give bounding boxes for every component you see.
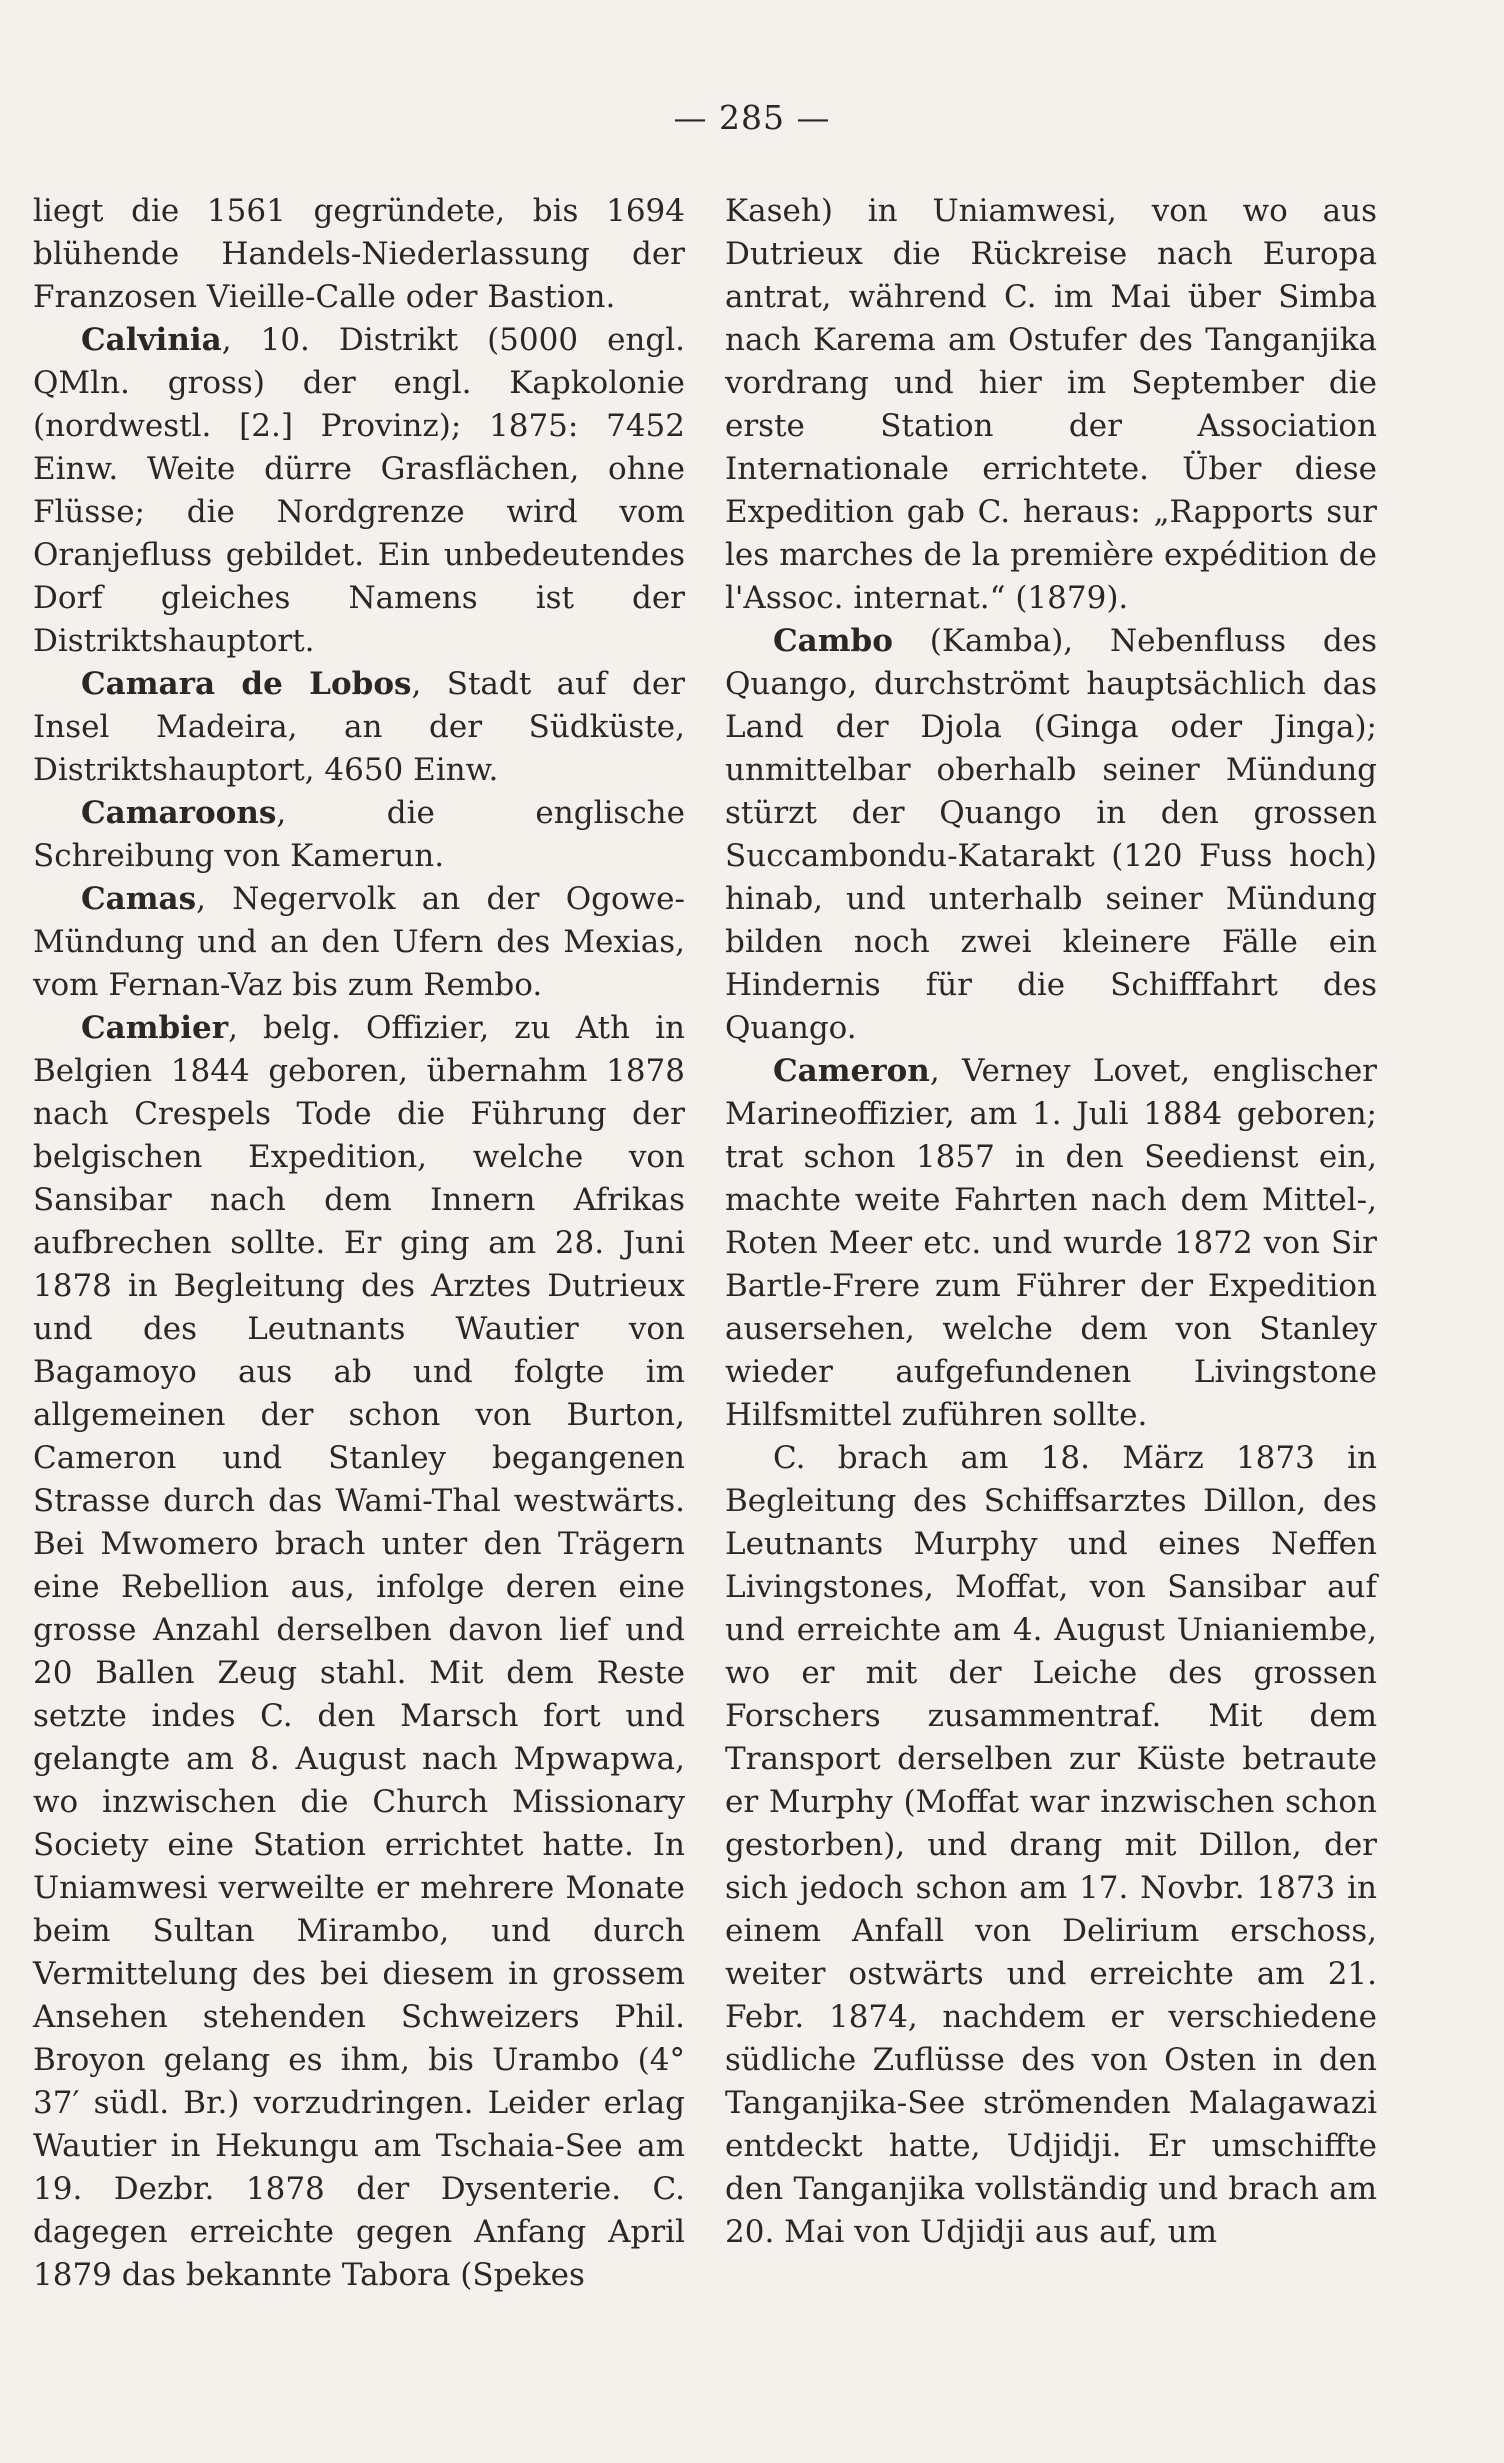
entry-headword: Calvinia [81,322,222,358]
page-number: — 285 — [673,98,831,137]
entry-cambier [33,1007,685,2297]
entry-camaroons [33,792,685,878]
entry-headword: Camaroons [81,795,277,831]
right-column [725,190,1377,2254]
entry-text: , die englische Schreibung von Kamerun. [33,795,685,874]
entry-cameron [725,1050,1377,1437]
entry-camara-de-lobos [33,663,685,792]
entry-text: C. brach am 18. März 1873 in Begleitung des Schiffsarztes Dillon, des Leutnants Murphy und eines Neffen Livingstones, Moffat, von Sansibar auf und erreichte am 4. August Unianiembe, wo er mit der Leiche des grossen Forschers zusammentraf. Mit dem Transport derselben zur Küste betraute er Murphy (Moffat war inzwischen schon gestorben), und drang mit Dillon, der sich jedoch schon am 17. Novbr. 1873 in einem Anfall von Delirium erschoss, weiter ostwärts und erreichte am 21. Febr. 1874, nachdem er verschiedene südliche Zuflüsse des von Osten in den Tanganjika-See strömenden Malagawazi entdeckt hatte, Udjidji. Er umschiffte den Tanganjika vollständig und brach am 20. Mai von Udjidji aus auf, um [725,1440,1377,2250]
entry-cameron-continued [725,1437,1377,2254]
entry-text: , Verney Lovet, englischer Marineoffizier, am 1. Juli 1884 geboren; trat schon 1857 in den Seedienst ein, machte weite Fahrten nach dem Mittel-, Roten Meer etc. und wurde 1872 von Sir Bartle-Frere zum Führer der Expedition ausersehen, welche dem von Stanley wieder aufgefundenen Livingstone Hilfsmittel zuführen sollte. [725,1053,1377,1433]
entry-headword: Camara de Lobos [81,666,412,702]
entry-cambo [725,620,1377,1050]
left-column [33,190,685,2297]
entry-continuation [725,190,1377,620]
entry-headword: Cambier [81,1010,229,1046]
entry-text: , 10. Distrikt (5000 engl. QMln. gross) der engl. Kapkolonie (nordwestl. [2.] Provinz); 1875: 7452 Einw. Weite dürre Grasflächen, ohne Flüsse; die Nordgrenze wird vom Oranjefluss gebildet. Ein unbedeutendes Dorf gleiches Namens ist der Distriktshauptort. [33,322,685,659]
entry-camas [33,878,685,1007]
entry-headword: Cameron [773,1053,930,1089]
entry-text: liegt die 1561 gegründete, bis 1694 blühende Handels-Niederlassung der Franzosen Vieille-Calle oder Bastion. [33,193,685,315]
entry-text: , Stadt auf der Insel Madeira, an der Südküste, Distriktshauptort, 4650 Einw. [33,666,685,788]
entry-text: , belg. Offizier, zu Ath in Belgien 1844 geboren, übernahm 1878 nach Crespels Tode die Führung der belgischen Expedition, welche von Sansibar nach dem Innern Afrikas aufbrechen sollte. Er ging am 28. Juni 1878 in Begleitung des Arztes Dutrieux und des Leutnants Wautier von Bagamoyo aus ab und folgte im allgemeinen der schon von Burton, Cameron und Stanley begangenen Strasse durch das Wami-Thal westwärts. Bei Mwomero brach unter den Trägern eine Rebellion aus, infolge deren eine grosse Anzahl derselben davon lief und 20 Ballen Zeug stahl. Mit dem Reste setzte indes C. den Marsch fort und gelangte am 8. August nach Mpwapwa, wo inzwischen die Church Missionary Society eine Station errichtet hatte. In Uniamwesi verweilte er mehrere Monate beim Sultan Mirambo, und durch Vermittelung des bei diesem in grossem Ansehen stehenden Schweizers Phil. Broyon gelang es ihm, bis Urambo (4° 37′ südl. Br.) vorzudringen. Leider erlag Wautier in Hekungu am Tschaia-See am 19. Dezbr. 1878 der Dysenterie. C. dagegen erreichte gegen Anfang April 1879 das bekannte Tabora (Spekes [33,1010,685,2293]
entry-calvinia [33,319,685,663]
entry-headword: Camas [81,881,197,917]
entry-text: , Negervolk an der Ogowe-Mündung und an den Ufern des Mexias, vom Fernan-Vaz bis zum Rembo. [33,881,685,1003]
entry-headword: Cambo [773,623,893,659]
entry-text: (Kamba), Nebenfluss des Quango, durchströmt hauptsächlich das Land der Djola (Ginga oder Jinga); unmittelbar oberhalb seiner Mündung stürzt der Quango in den grossen Succambondu-Katarakt (120 Fuss hoch) hinab, und unterhalb seiner Mündung bilden noch zwei kleinere Fälle ein Hindernis für die Schifffahrt des Quango. [725,623,1377,1046]
entry-text: Kaseh) in Uniamwesi, von wo aus Dutrieux die Rückreise nach Europa antrat, während C. im Mai über Simba nach Karema am Ostufer des Tanganjika vordrang und hier im September die erste Station der Association Internationale errichtete. Über diese Expedition gab C. heraus: „Rapports sur les marches de la première expédition de l'Assoc. internat.“ (1879). [725,193,1377,616]
entry-continuation [33,190,685,319]
